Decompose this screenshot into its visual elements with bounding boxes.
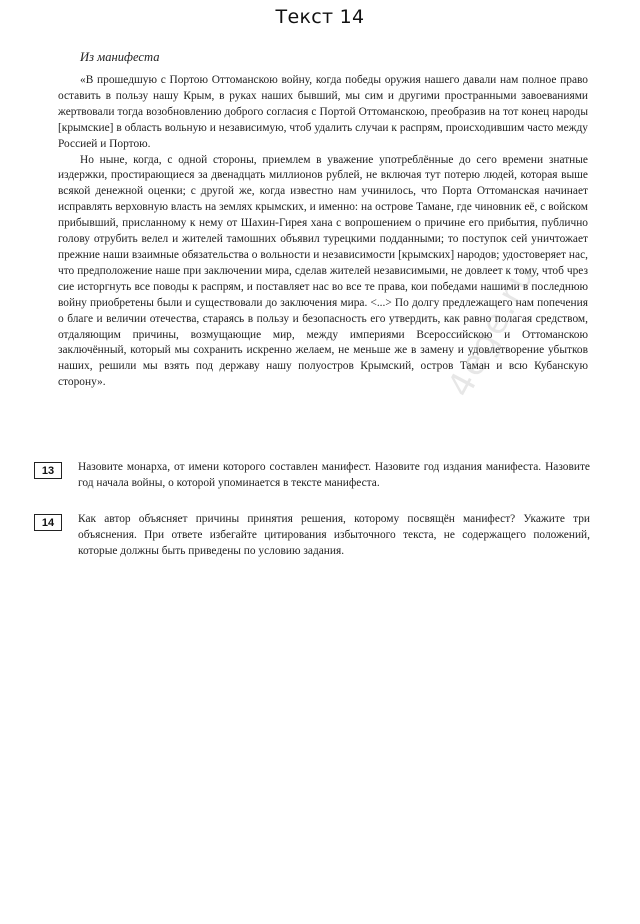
task-number-box: 13	[34, 462, 62, 479]
task-14	[34, 512, 590, 560]
watermark: 4ege.ru	[440, 256, 544, 404]
source-title: Из манифеста	[80, 50, 160, 64]
task-text: Как автор объясняет причины принятия решения, которому посвящён манифест? Укажите три объяснения. При ответе избегайте цитирования избыточного текста, не содержащего положений, которые должны быть приведены по условию задания.	[78, 513, 590, 557]
task-number-box: 14	[34, 514, 62, 531]
task-13	[34, 460, 590, 492]
page-title: Текст 14	[275, 6, 365, 28]
task-text: Назовите монарха, от имени которого составлен манифест. Назовите год издания манифеста. Назовите год начала войны, о которой упоминается в тексте манифеста.	[78, 461, 590, 489]
paragraph: Но ныне, когда, с одной стороны, приемлем в уважение употреблённые до сего времени знатные издержки, простирающиеся за двенадцать миллионов рублей, не включая тут потерю людей, которая выше всякой денежной оценки; с другой же, когда известно нам учинилось, что Порта Оттоманская начинает исправлять верховную власть на землях крымских, и именно: на острове Тамане, где чиновник её, с войском прибывший, присланному к нему от Шахин-Гирея хана с вопрошением о причине его прибытия, публично голову отрубить велел и жителей тамошних объявил турецкими подданными; то поступок сей уничтожает прежние наши взаимные обязательства о вольности и независимости [крымских] народов; удостоверяет нас, что предположение наше при заключении мира, сделав жителей независимыми, не довлеет к тому, чтоб чрез сие исторгнуть все поводы к распрям, и поставляет нас во все те права, кои победами нашими в последнюю войну приобретены были и существовали до заключения мира. <...> По долгу предлежащего нам попечения о благе и величии отечества, стараясь в пользу и безопасность его утвердить, как равно полагая средством, отдаляющим причины, возмущающие мир, между империями Всероссийскою и Оттоманскою заключённый, который мы сохранить искренно желаем, не меньше же в замену и удовлетворение убытков наших, решили мы взять под державу нашу полуостров Крымский, остров Таман и всю Кубанскую сторону».	[58, 153, 588, 389]
paragraph: «В прошедшую с Портою Оттоманскою войну, когда победы оружия нашего давали нам полное право оставить в пользу нашу Крым, в руках наших бывший, мы сим и другими пространными завоеваниями жертвовали тогда возобновлению доброго согласия с Портой Оттоманскою, преобразив на тот конец народы [крымские] в область вольную и независимую, чтоб удалить случаи к распрям, происходившим часто между Россией и Портою.	[58, 74, 588, 150]
